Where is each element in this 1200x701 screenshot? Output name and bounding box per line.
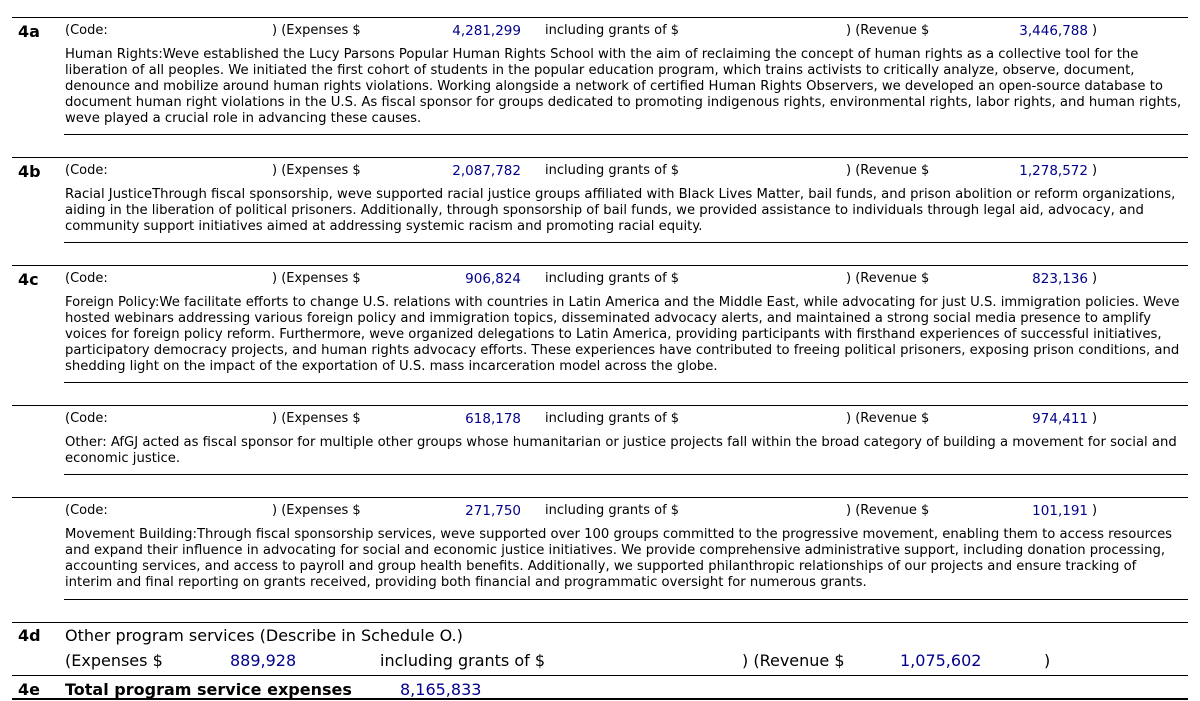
line-code-4d: 4d <box>18 626 41 645</box>
expenses-value: 618,178 <box>465 411 521 427</box>
expenses-label: ) (Expenses $ <box>272 411 361 426</box>
code-label: (Code: <box>65 503 108 518</box>
expenses-value: 4,281,299 <box>452 23 521 39</box>
code-label: (Code: <box>65 271 108 286</box>
rule <box>12 497 1188 498</box>
line-code-4c: 4c <box>18 270 39 289</box>
expenses-value: 906,824 <box>465 271 521 287</box>
total-expenses-title: Total program service expenses <box>65 680 352 699</box>
expenses-value: 2,087,782 <box>452 163 521 179</box>
grants-label: including grants of $ <box>545 503 680 518</box>
revenue-value: 1,075,602 <box>900 651 982 670</box>
rule <box>64 474 1188 475</box>
grants-label: including grants of $ <box>545 411 680 426</box>
close-paren: ) <box>1092 411 1098 426</box>
close-paren: ) <box>1092 503 1098 518</box>
total-expenses-value: 8,165,833 <box>400 680 482 699</box>
line-code-4b: 4b <box>18 162 41 181</box>
revenue-label: ) (Revenue $ <box>846 411 930 426</box>
expenses-value: 271,750 <box>465 503 521 519</box>
program-description: Racial JusticeThrough fiscal sponsorship, weve supported racial justice groups affiliated with Black Lives Matter, bail funds, and prison abolition or reform organizations, aiding in the liberation of political prisoners. Additionally, through sponsorship of bail funds, we provided assistance to individuals through legal aid, advocacy, and community support initiatives aimed at addressing systemic racism and promoting racial equity. <box>65 187 1176 234</box>
expenses-label: ) (Expenses $ <box>272 503 361 518</box>
rule <box>12 17 1188 18</box>
revenue-label: ) (Revenue $ <box>846 163 930 178</box>
rule <box>64 599 1188 600</box>
revenue-label: ) (Revenue $ <box>846 503 930 518</box>
rule <box>12 265 1188 266</box>
program-description: Movement Building:Through fiscal sponsorship services, weve supported over 100 groups committed to the progressive movement, enabling them to access resources and expand their influence in advocating for social and economic justice initiatives. We provide comprehensive administrative support, including donation processing, accounting services, and access to payroll and group health benefits. Additionally, we supported philanthropic relationships of our projects and ensure tracking of interim and final reporting on grants received, providing both financial and programmatic oversight for numerous grants. <box>65 527 1173 590</box>
line-code-4a: 4a <box>18 22 40 41</box>
code-label: (Code: <box>65 23 108 38</box>
grants-label: including grants of $ <box>545 163 680 178</box>
rule <box>12 622 1188 623</box>
close-paren: ) <box>1044 651 1051 670</box>
program-description: Other: AfGJ acted as fiscal sponsor for multiple other groups whose humanitarian or justice projects fall within the broad category of building a movement for social and economic justice. <box>65 435 1177 466</box>
rule <box>12 157 1188 158</box>
close-paren: ) <box>1092 163 1098 178</box>
revenue-label: ) (Revenue $ <box>742 651 845 670</box>
revenue-value: 974,411 <box>1032 411 1088 427</box>
revenue-value: 101,191 <box>1032 503 1088 519</box>
program-description: Foreign Policy:We facilitate efforts to change U.S. relations with countries in Latin America and the Middle East, while advocating for just U.S. immigration policies. Weve hosted webinars addressing various foreign policy and immigration topics, disseminated advocacy alerts, and maintained a strong social media presence to amplify voices for foreign policy reform. Furthermore, weve organized delegations to Latin America, providing participants with firsthand experiences of successful initiatives, participatory democracy projects, and human rights advocacy efforts. These experiences have contributed to freeing political prisoners, exposing prison conditions, and shedding light on the impact of the exportation of U.S. mass incarceration model across the globe. <box>65 295 1180 374</box>
rule <box>12 675 1188 676</box>
rule <box>12 405 1188 406</box>
grants-label: including grants of $ <box>545 23 680 38</box>
expenses-label: ) (Expenses $ <box>272 163 361 178</box>
revenue-value: 823,136 <box>1032 271 1088 287</box>
close-paren: ) <box>1092 23 1098 38</box>
rule <box>64 242 1188 243</box>
expenses-label: ) (Expenses $ <box>272 23 361 38</box>
grants-label: including grants of $ <box>380 651 546 670</box>
rule <box>64 134 1188 135</box>
revenue-value: 1,278,572 <box>1019 163 1088 179</box>
grants-label: including grants of $ <box>545 271 680 286</box>
expenses-label: ) (Expenses $ <box>272 271 361 286</box>
other-program-title: Other program services (Describe in Schedule O.) <box>65 626 463 645</box>
rule <box>12 698 1188 700</box>
close-paren: ) <box>1092 271 1098 286</box>
rule <box>64 382 1188 383</box>
expenses-label: (Expenses $ <box>65 651 163 670</box>
revenue-value: 3,446,788 <box>1019 23 1088 39</box>
code-label: (Code: <box>65 163 108 178</box>
line-code-4e: 4e <box>18 680 40 699</box>
revenue-label: ) (Revenue $ <box>846 271 930 286</box>
expenses-value: 889,928 <box>230 651 297 670</box>
code-label: (Code: <box>65 411 108 426</box>
program-description: Human Rights:Weve established the Lucy Parsons Popular Human Rights School with the aim of reclaiming the concept of human rights as a collective tool for the liberation of all peoples. We initiated the first cohort of students in the popular education program, which trains activists to critically analyze, observe, document, denounce and mobilize around human rights violations. Working alongside a network of certified Human Rights Observers, we developed an open-source database to document human right violations in the U.S. As fiscal sponsor for groups dedicated to promoting indigenous rights, environmental rights, labor rights, and human rights, weve played a crucial role in advancing these causes. <box>65 47 1182 126</box>
revenue-label: ) (Revenue $ <box>846 23 930 38</box>
